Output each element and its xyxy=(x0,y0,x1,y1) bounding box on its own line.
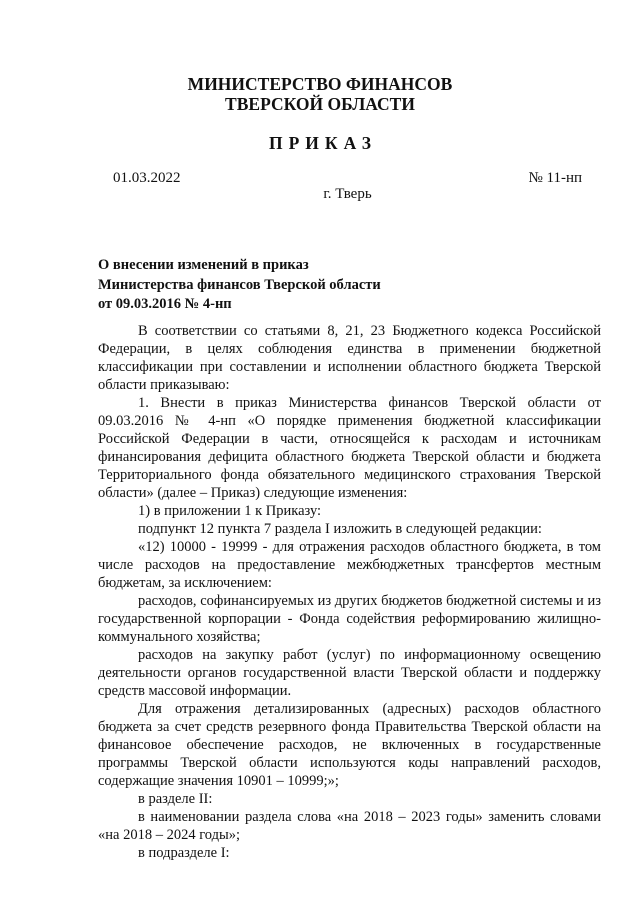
order-city: г. Тверь xyxy=(323,186,372,202)
order-title: ПРИКАЗ xyxy=(268,133,378,153)
order-body xyxy=(98,322,601,862)
ministry-name-line2: ТВЕРСКОЙ ОБЛАСТИ xyxy=(225,94,415,114)
body-paragraph: В соответствии со статьями 8, 21, 23 Бюджетного кодекса Российской Федерации, в целях соблюдения единства в применении бюджетной классификации при составлении и исполнении областного бюджета Тверской области приказываю: xyxy=(98,323,601,393)
body-paragraph: расходов, софинансируемых из других бюджетов бюджетной системы и из государственной корпорации - Фонда содействия реформированию жилищно-коммунального хозяйства; xyxy=(98,593,601,645)
body-paragraph: «12) 10000 - 19999 - для отражения расходов областного бюджета, в том числе расходов на предоставление межбюджетных трансфертов местным бюджетам, за исключением: xyxy=(98,539,601,591)
subject-line3: от 09.03.2016 № 4-нп xyxy=(98,296,232,312)
body-paragraph: Для отражения детализированных (адресных) расходов областного бюджета за счет средств резервного фонда Правительства Тверской области на финансовое обеспечение расходов, не включенных в государственные программы Тверской области используются коды направлений расходов, содержащие значения 10901 – 10999;»; xyxy=(98,701,601,789)
ministry-name-line1: МИНИСТЕРСТВО ФИНАНСОВ xyxy=(187,74,453,94)
body-paragraph: в разделе II: xyxy=(138,791,213,807)
order-number: № 11-нп xyxy=(528,170,582,186)
subject-line1: О внесении изменений в приказ xyxy=(98,257,309,273)
body-paragraph: 1. Внести в приказ Министерства финансов Тверской области от 09.03.2016 № 4-нп «О порядке применения бюджетной классификации Российской Федерации в части, относящейся к расходам и источникам финансирования дефицита областного бюджета Тверской области и бюджета Территориального фонда обязательного медицинского страхования Тверской области» (далее – Приказ) следующие изменения: xyxy=(98,395,601,501)
body-paragraph: подпункт 12 пункта 7 раздела I изложить в следующей редакции: xyxy=(138,521,542,537)
body-paragraph: в наименовании раздела слова «на 2018 – 2023 годы» заменить словами «на 2018 – 2024 годы»; xyxy=(98,809,601,843)
subject-line2: Министерства финансов Тверской области xyxy=(98,276,381,293)
order-subject xyxy=(98,256,381,315)
order-date: 01.03.2022 xyxy=(113,170,181,186)
body-paragraph: в подразделе I: xyxy=(138,845,230,861)
body-paragraph: расходов на закупку работ (услуг) по информационному освещению деятельности органов государственной власти Тверской области и поддержку средств массовой информации. xyxy=(98,647,601,699)
body-paragraph: 1) в приложении 1 к Приказу: xyxy=(138,503,322,519)
